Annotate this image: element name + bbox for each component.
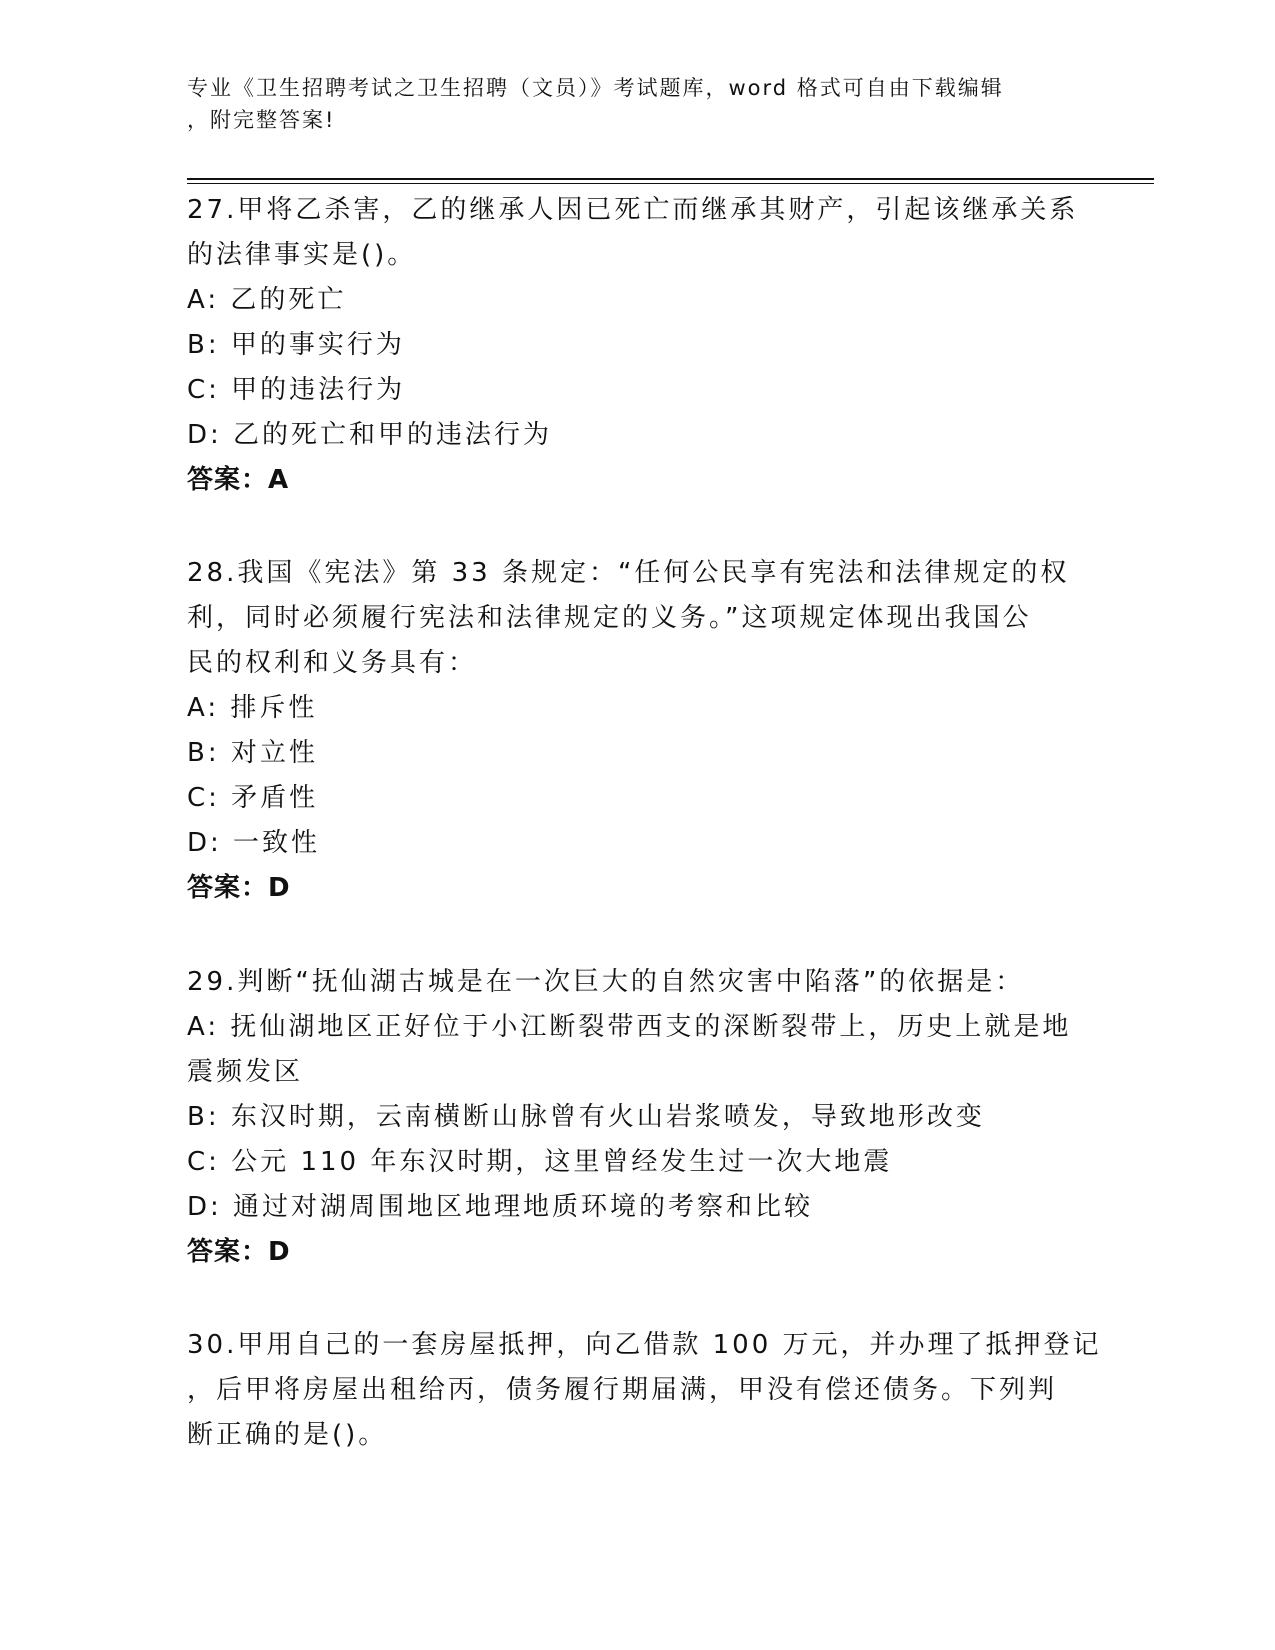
option-a: A: 抚仙湖地区正好位于小江断裂带西支的深断裂带上，历史上就是地 [187, 1012, 1072, 1042]
question-text-line: ，后甲将房屋出租给丙，债务履行期届满，甲没有偿还债务。下列判 [187, 1375, 1058, 1405]
answer-label: 答案：A [187, 465, 290, 495]
header-divider-thick [187, 178, 1154, 180]
option-a: A: 排斥性 [187, 693, 318, 723]
question-27 [187, 188, 1087, 503]
option-a-continued: 震频发区 [187, 1057, 304, 1087]
question-text-line: 29.判断“抚仙湖古城是在一次巨大的自然灾害中陷落”的依据是： [187, 967, 1025, 997]
question-text-line: 利，同时必须履行宪法和法律规定的义务。”这项规定体现出我国公 [187, 603, 1032, 633]
option-b: B: 东汉时期，云南横断山脉曾有火山岩浆喷发，导致地形改变 [187, 1102, 985, 1132]
header-title-line-continued: ，附完整答案! [187, 108, 336, 132]
option-d: D: 乙的死亡和甲的违法行为 [187, 420, 553, 450]
option-b: B: 甲的事实行为 [187, 330, 405, 360]
option-c: C: 矛盾性 [187, 783, 319, 813]
question-text-line: 30.甲用自己的一套房屋抵押，向乙借款 100 万元，并办理了抵押登记 [187, 1330, 1102, 1360]
question-28 [187, 551, 1087, 911]
option-d: D: 通过对湖周围地区地理地质环境的考察和比较 [187, 1192, 814, 1222]
question-text-line: 断正确的是()。 [187, 1420, 388, 1450]
answer-label: 答案：D [187, 1237, 291, 1267]
question-text-line: 民的权利和义务具有： [187, 648, 478, 678]
question-30 [187, 1323, 1102, 1458]
question-text-line: 的法律事实是()。 [187, 240, 417, 270]
document-header [187, 72, 1067, 136]
question-text-line: 27.甲将乙杀害，乙的继承人因已死亡而继承其财产，引起该继承关系 [187, 195, 1079, 225]
header-divider-thin [187, 183, 1154, 184]
option-a: A: 乙的死亡 [187, 285, 347, 315]
option-d: D: 一致性 [187, 828, 321, 858]
option-c: C: 甲的违法行为 [187, 375, 406, 405]
option-b: B: 对立性 [187, 738, 318, 768]
option-c: C: 公元 110 年东汉时期，这里曾经发生过一次大地震 [187, 1147, 893, 1177]
header-title-line: 专业《卫生招聘考试之卫生招聘（文员）》考试题库，word 格式可自由下载编辑 [187, 76, 1004, 100]
question-text-line: 28.我国《宪法》第 33 条规定：“任何公民享有宪法和法律规定的权 [187, 558, 1070, 588]
question-29 [187, 960, 1087, 1275]
answer-label: 答案：D [187, 873, 291, 903]
